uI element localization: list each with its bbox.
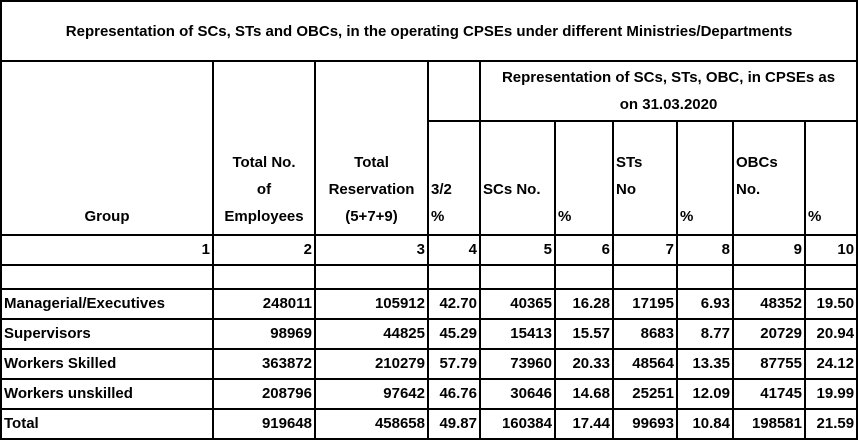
column-number-2: 2: [213, 235, 315, 265]
header-sts-no-spacer: [616, 203, 674, 230]
column-number-10: 10: [805, 235, 857, 265]
table-row-managerial: [1, 289, 857, 319]
header-sts-no: [613, 121, 677, 235]
header-ratio-line-2: %: [431, 208, 445, 225]
cell-scs-pct: 14.68: [555, 379, 613, 409]
cell-group: Supervisors: [1, 319, 213, 349]
spacer-cell: [213, 265, 315, 289]
spacer-cell: [733, 265, 805, 289]
header-total-employees-line-3: Employees: [224, 208, 304, 225]
cell-group: Workers Skilled: [1, 349, 213, 379]
table-row-total: [1, 409, 857, 439]
cell-scs: 15413: [480, 319, 555, 349]
cell-employees: 363872: [213, 349, 315, 379]
cell-obcs-pct: 24.12: [805, 349, 857, 379]
cell-obcs: 41745: [733, 379, 805, 409]
table-row-workers-skilled: [1, 349, 857, 379]
cell-scs-pct: 16.28: [555, 289, 613, 319]
cell-employees: 98969: [213, 319, 315, 349]
column-number-9: 9: [733, 235, 805, 265]
column-number-row: [1, 235, 857, 265]
header-scs-no-line: SCs No.: [483, 181, 541, 198]
cell-obcs: 20729: [733, 319, 805, 349]
cell-scs-pct: 17.44: [555, 409, 613, 439]
cell-sts: 8683: [613, 319, 677, 349]
header-total-reservation-line-1: Total: [354, 154, 389, 171]
cell-ratio: 42.70: [428, 289, 480, 319]
cell-scs-pct: 15.57: [555, 319, 613, 349]
spacer-cell: [555, 265, 613, 289]
cell-ratio: 45.29: [428, 319, 480, 349]
column-number-8: 8: [677, 235, 733, 265]
group-header-row: [1, 61, 857, 121]
cell-sts: 48564: [613, 349, 677, 379]
table-row-workers-unskilled: [1, 379, 857, 409]
cell-obcs-pct: 20.94: [805, 319, 857, 349]
title-row: [1, 1, 857, 61]
header-total-employees-line-1: Total No.: [232, 154, 296, 171]
header-total-reservation: [315, 61, 428, 235]
column-number-1: 1: [1, 235, 213, 265]
cell-ratio: 57.79: [428, 349, 480, 379]
cell-obcs: 48352: [733, 289, 805, 319]
header-representation-group: Representation of SCs, STs, OBC, in CPSEs as on 31.03.2020: [480, 61, 857, 121]
spacer-cell: [480, 265, 555, 289]
cell-sts-pct: 13.35: [677, 349, 733, 379]
cell-reservation: 458658: [315, 409, 428, 439]
cell-scs-pct: 20.33: [555, 349, 613, 379]
column-number-5: 5: [480, 235, 555, 265]
column-number-4: 4: [428, 235, 480, 265]
column-number-7: 7: [613, 235, 677, 265]
header-scs-no-spacer: [483, 203, 552, 230]
cell-scs: 40365: [480, 289, 555, 319]
cell-obcs-pct: 19.50: [805, 289, 857, 319]
cell-reservation: 105912: [315, 289, 428, 319]
cell-reservation: 210279: [315, 349, 428, 379]
cell-sts: 17195: [613, 289, 677, 319]
header-obcs-no-spacer: [736, 203, 802, 230]
cell-scs: 73960: [480, 349, 555, 379]
cell-obcs-pct: 21.59: [805, 409, 857, 439]
cell-group: Total: [1, 409, 213, 439]
cell-sts-pct: 8.77: [677, 319, 733, 349]
header-obcs-no: [733, 121, 805, 235]
cell-obcs: 87755: [733, 349, 805, 379]
spacer-cell: [1, 265, 213, 289]
cell-group: Workers unskilled: [1, 379, 213, 409]
cell-obcs: 198581: [733, 409, 805, 439]
header-group: Group: [1, 61, 213, 235]
cell-sts-pct: 12.09: [677, 379, 733, 409]
header-sts-no-line-1: STs: [616, 154, 643, 171]
spacer-cell: [613, 265, 677, 289]
header-total-reservation-line-2: Reservation: [328, 181, 415, 198]
cell-ratio: 46.76: [428, 379, 480, 409]
header-obcs-pct: %: [805, 121, 857, 235]
header-sts-pct: %: [677, 121, 733, 235]
spacer-cell: [428, 265, 480, 289]
table-row-supervisors: [1, 319, 857, 349]
spacer-cell: [677, 265, 733, 289]
header-scs-no: [480, 121, 555, 235]
column-number-6: 6: [555, 235, 613, 265]
cell-reservation: 97642: [315, 379, 428, 409]
cell-sts-pct: 10.84: [677, 409, 733, 439]
header-ratio-blank: [428, 61, 480, 121]
cell-obcs-pct: 19.99: [805, 379, 857, 409]
header-total-employees-line-2: of: [256, 181, 272, 198]
header-total-reservation-line-3: (5+7+9): [345, 208, 398, 225]
header-ratio-line-1: 3/2: [431, 181, 452, 198]
cell-scs: 30646: [480, 379, 555, 409]
spacer-row: [1, 265, 857, 289]
table-title: Representation of SCs, STs and OBCs, in the operating CPSEs under different Ministries/Departments: [1, 1, 857, 61]
header-ratio: [428, 121, 480, 235]
spacer-cell: [805, 265, 857, 289]
cell-employees: 208796: [213, 379, 315, 409]
cell-employees: 919648: [213, 409, 315, 439]
cell-reservation: 44825: [315, 319, 428, 349]
header-obcs-no-line-2: No.: [736, 181, 761, 198]
cell-sts-pct: 6.93: [677, 289, 733, 319]
header-scs-pct: %: [555, 121, 613, 235]
header-sts-no-line-2: No: [616, 181, 636, 198]
cell-employees: 248011: [213, 289, 315, 319]
header-total-employees: [213, 61, 315, 235]
spacer-cell: [315, 265, 428, 289]
header-obcs-no-line-1: OBCs: [736, 154, 778, 171]
column-number-3: 3: [315, 235, 428, 265]
cell-sts: 25251: [613, 379, 677, 409]
cell-ratio: 49.87: [428, 409, 480, 439]
cell-group: Managerial/Executives: [1, 289, 213, 319]
cell-scs: 160384: [480, 409, 555, 439]
cell-sts: 99693: [613, 409, 677, 439]
